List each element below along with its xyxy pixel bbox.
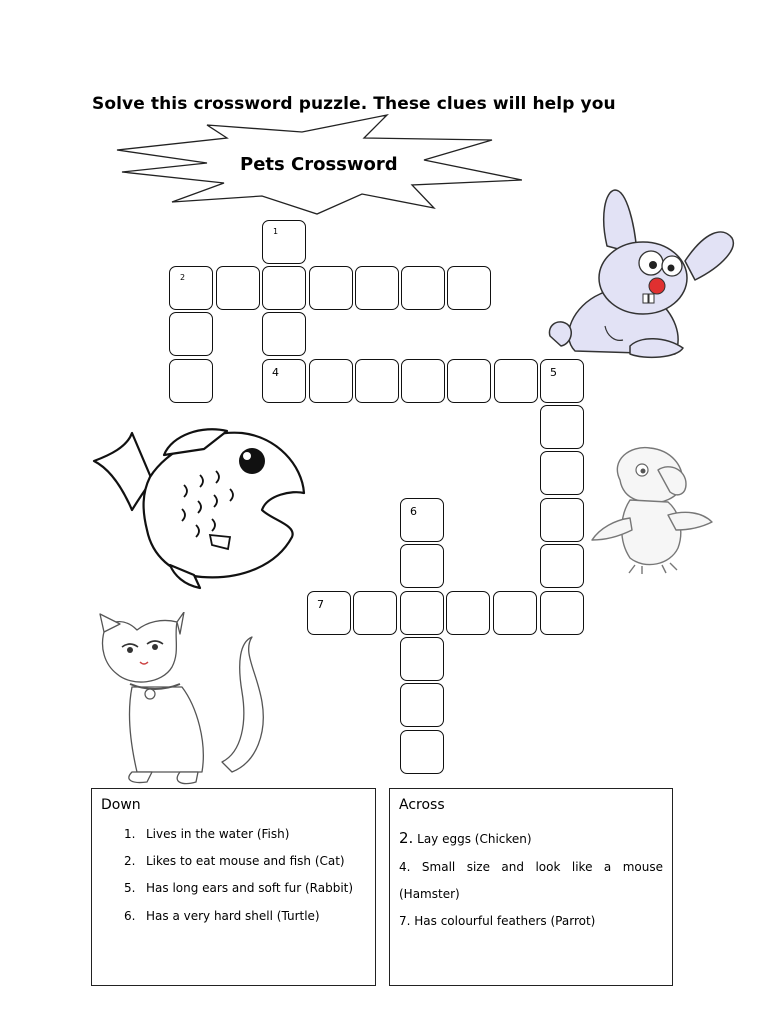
rabbit-illustration [545,186,740,366]
cell-2-down-2[interactable] [169,312,213,356]
across-clues-box [389,788,673,986]
down-clue-text: Lives in the water (Fish) [146,827,290,841]
cell-7-across-5[interactable] [493,591,537,635]
fish-illustration [92,425,310,595]
cell-5-down-2[interactable] [540,405,584,449]
clue-number-4: 4 [272,366,279,379]
down-clue-1 [124,827,289,841]
cell-6-down-4[interactable] [400,637,444,681]
clue-number-1: 1 [273,227,279,236]
down-clue-number: 6. [124,909,136,923]
cell-1-down-3[interactable] [262,312,306,356]
down-clue-6 [124,909,320,923]
down-clue-5 [124,881,353,895]
clue-number-7: 7 [317,598,324,611]
cell-2-across-6[interactable] [401,266,445,310]
down-heading: Down [101,797,141,813]
cell-6-down-2[interactable] [400,544,444,588]
cell-7-across-1[interactable] [307,591,351,635]
parrot-illustration [590,440,718,575]
across-clue-4-line-2: (Hamster) [399,887,460,901]
cell-2-across-7[interactable] [447,266,491,310]
down-clue-text: Likes to eat mouse and fish (Cat) [146,854,345,868]
clue-number-6: 6 [410,505,417,518]
down-clue-number: 2. [124,854,136,868]
across-clue-text: Lay eggs (Chicken) [417,832,532,846]
cell-7-across-6[interactable] [540,591,584,635]
clue-number-5: 5 [550,366,557,379]
across-clue-number: 2. [399,829,414,847]
across-clue-4-line-1: 4. Small size and look like a mouse [399,860,663,874]
down-clue-text: Has a very hard shell (Turtle) [146,909,320,923]
cell-7-across-3[interactable] [400,591,444,635]
cell-2-across-4[interactable] [309,266,353,310]
cell-2-across-5[interactable] [355,266,399,310]
puzzle-title: Pets Crossword [240,154,398,175]
cell-5-down-3[interactable] [540,451,584,495]
cell-7-across-4[interactable] [446,591,490,635]
down-clue-number: 5. [124,881,136,895]
cell-2-across-2[interactable] [216,266,260,310]
cell-7-across-2[interactable] [353,591,397,635]
cell-4-across-5[interactable] [447,359,491,403]
cell-2-across-3[interactable] [262,266,306,310]
down-clue-text: Has long ears and soft fur (Rabbit) [146,881,354,895]
cell-5-down-4[interactable] [540,498,584,542]
across-heading: Across [399,797,445,813]
cell-4-across-6[interactable] [494,359,538,403]
cell-1-down-1[interactable] [262,220,306,264]
cell-4-across-4[interactable] [401,359,445,403]
down-clue-2 [124,854,345,868]
cell-4-across-2[interactable] [309,359,353,403]
cell-4-across-1[interactable] [262,359,306,403]
cell-2-down-3[interactable] [169,359,213,403]
across-clue-2 [399,829,663,847]
down-clues-box [91,788,376,986]
cat-illustration [92,612,282,787]
clue-number-2: 2 [180,273,186,282]
down-clue-number: 1. [124,827,136,841]
cell-6-down-6[interactable] [400,730,444,774]
cell-5-down-5[interactable] [540,544,584,588]
cell-6-down-1[interactable] [400,498,444,542]
cell-2-across-1[interactable] [169,266,213,310]
cell-6-down-5[interactable] [400,683,444,727]
instruction-text: Solve this crossword puzzle. These clues will help you [92,94,616,114]
across-clue-7: 7. Has colourful feathers (Parrot) [399,914,596,928]
cell-4-across-3[interactable] [355,359,399,403]
